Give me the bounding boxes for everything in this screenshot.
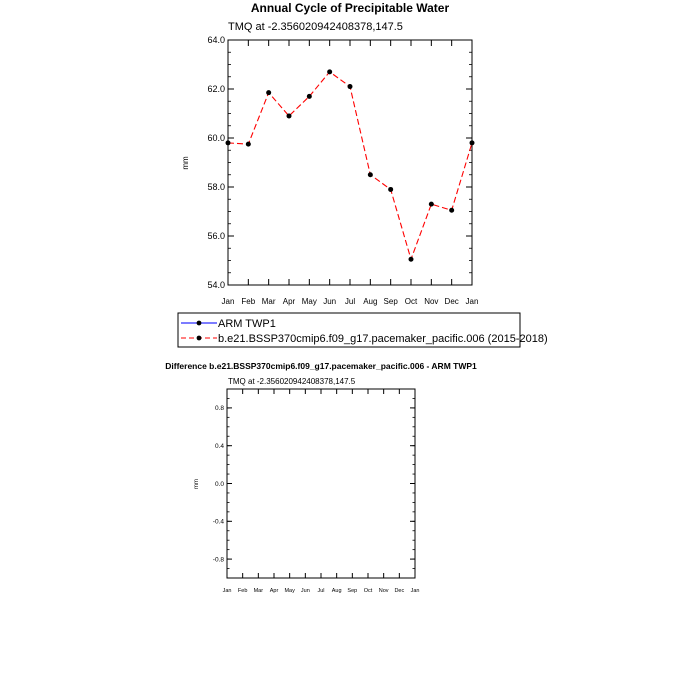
chart1-data-point bbox=[388, 187, 393, 192]
legend-model-marker bbox=[197, 336, 202, 341]
chart1-subtitle: TMQ at -2.356020942408378,147.5 bbox=[228, 21, 403, 33]
chart1-xtick-label: Sep bbox=[383, 297, 398, 306]
chart1-data-point bbox=[287, 113, 292, 118]
chart2-xtick-label: Jan bbox=[222, 588, 232, 594]
chart2-xtick-label: Sep bbox=[347, 588, 358, 594]
chart1-series bbox=[226, 69, 475, 261]
chart1-plot-frame bbox=[228, 40, 472, 285]
chart1-xtick-label: Apr bbox=[282, 297, 296, 306]
chart1-xtick-label: Mar bbox=[261, 297, 276, 306]
chart1-xtick-label: Aug bbox=[363, 297, 378, 306]
chart2-ylabel: mm bbox=[194, 479, 200, 489]
chart1-xtick-label: Dec bbox=[444, 297, 459, 306]
chart2-plot-frame bbox=[227, 389, 415, 578]
chart2-xtick-label: Jan bbox=[410, 588, 420, 594]
chart1-xtick-label: May bbox=[301, 297, 317, 306]
chart2-ytick-label: 0.8 bbox=[214, 405, 224, 413]
chart2-xtick-label: Jul bbox=[317, 588, 325, 594]
chart1-ytick-label: 54.0 bbox=[207, 280, 225, 291]
chart1-ylabel: mm bbox=[181, 156, 190, 170]
chart1-series-line bbox=[228, 72, 472, 259]
chart1-data-point bbox=[266, 90, 271, 95]
chart1-xtick-label: Jan bbox=[221, 297, 235, 306]
chart2-ytick-label: -0.8 bbox=[212, 556, 224, 564]
chart1-ytick-label: 60.0 bbox=[207, 133, 225, 144]
chart1-data-point bbox=[368, 172, 373, 177]
chart1-ytick-label: 64.0 bbox=[207, 35, 225, 46]
chart1-xtick-label: Nov bbox=[424, 297, 439, 306]
chart1-data-point bbox=[307, 94, 312, 99]
chart2-ytick-label: 0.0 bbox=[214, 480, 224, 488]
chart1-ytick-label: 62.0 bbox=[207, 84, 225, 95]
chart2-xtick-label: May bbox=[284, 588, 295, 594]
chart2-xtick-label: Nov bbox=[378, 588, 389, 594]
chart1-xtick-label: Feb bbox=[241, 297, 256, 306]
chart2-xtick-label: Aug bbox=[331, 588, 342, 594]
legend-obs-label: ARM TWP1 bbox=[218, 318, 276, 330]
chart1-data-point bbox=[226, 140, 231, 145]
chart1-xtick-label: Oct bbox=[404, 297, 418, 306]
chart2-y-axis bbox=[213, 389, 415, 578]
chart2-ytick-label: 0.4 bbox=[214, 442, 224, 450]
chart2-subtitle: TMQ at -2.356020942408378,147.5 bbox=[228, 377, 356, 386]
chart2-xtick-label: Feb bbox=[237, 588, 248, 594]
chart2-xtick-label: Apr bbox=[269, 588, 279, 594]
chart1-ytick-label: 58.0 bbox=[207, 182, 225, 193]
chart1-ytick-label: 56.0 bbox=[207, 231, 225, 242]
chart2-xtick-label: Mar bbox=[253, 588, 264, 594]
chart1-data-point bbox=[246, 142, 251, 147]
legend-obs-marker bbox=[197, 321, 202, 326]
chart2-x-axis bbox=[223, 389, 420, 594]
chart1-data-point bbox=[470, 140, 475, 145]
chart1-data-point bbox=[327, 69, 332, 74]
chart2-xtick-label: Dec bbox=[394, 588, 405, 594]
legend-model-label: b.e21.BSSP370cmip6.f09_g17.pacemaker_pacific.006 (2015-2018) bbox=[218, 333, 548, 345]
chart1-title: Annual Cycle of Precipitable Water bbox=[250, 1, 450, 15]
chart2-title: Difference b.e21.BSSP370cmip6.f09_g17.pacemaker_pacific.006 - ARM TWP1 bbox=[165, 361, 477, 371]
chart1-data-point bbox=[449, 208, 454, 213]
chart2-ytick-label: -0.4 bbox=[212, 518, 224, 526]
chart1-data-point bbox=[409, 257, 414, 262]
chart1-xtick-label: Jan bbox=[465, 297, 479, 306]
chart1-x-axis bbox=[222, 40, 479, 306]
chart1-xtick-label: Jun bbox=[323, 297, 337, 306]
chart1-legend bbox=[178, 313, 548, 347]
chart2-xtick-label: Jun bbox=[300, 588, 310, 594]
chart1-y-axis bbox=[207, 35, 472, 290]
chart1-data-point bbox=[429, 202, 434, 207]
chart1-data-point bbox=[348, 84, 353, 89]
chart2-xtick-label: Oct bbox=[363, 588, 373, 594]
chart1-xtick-label: Jul bbox=[344, 297, 356, 306]
